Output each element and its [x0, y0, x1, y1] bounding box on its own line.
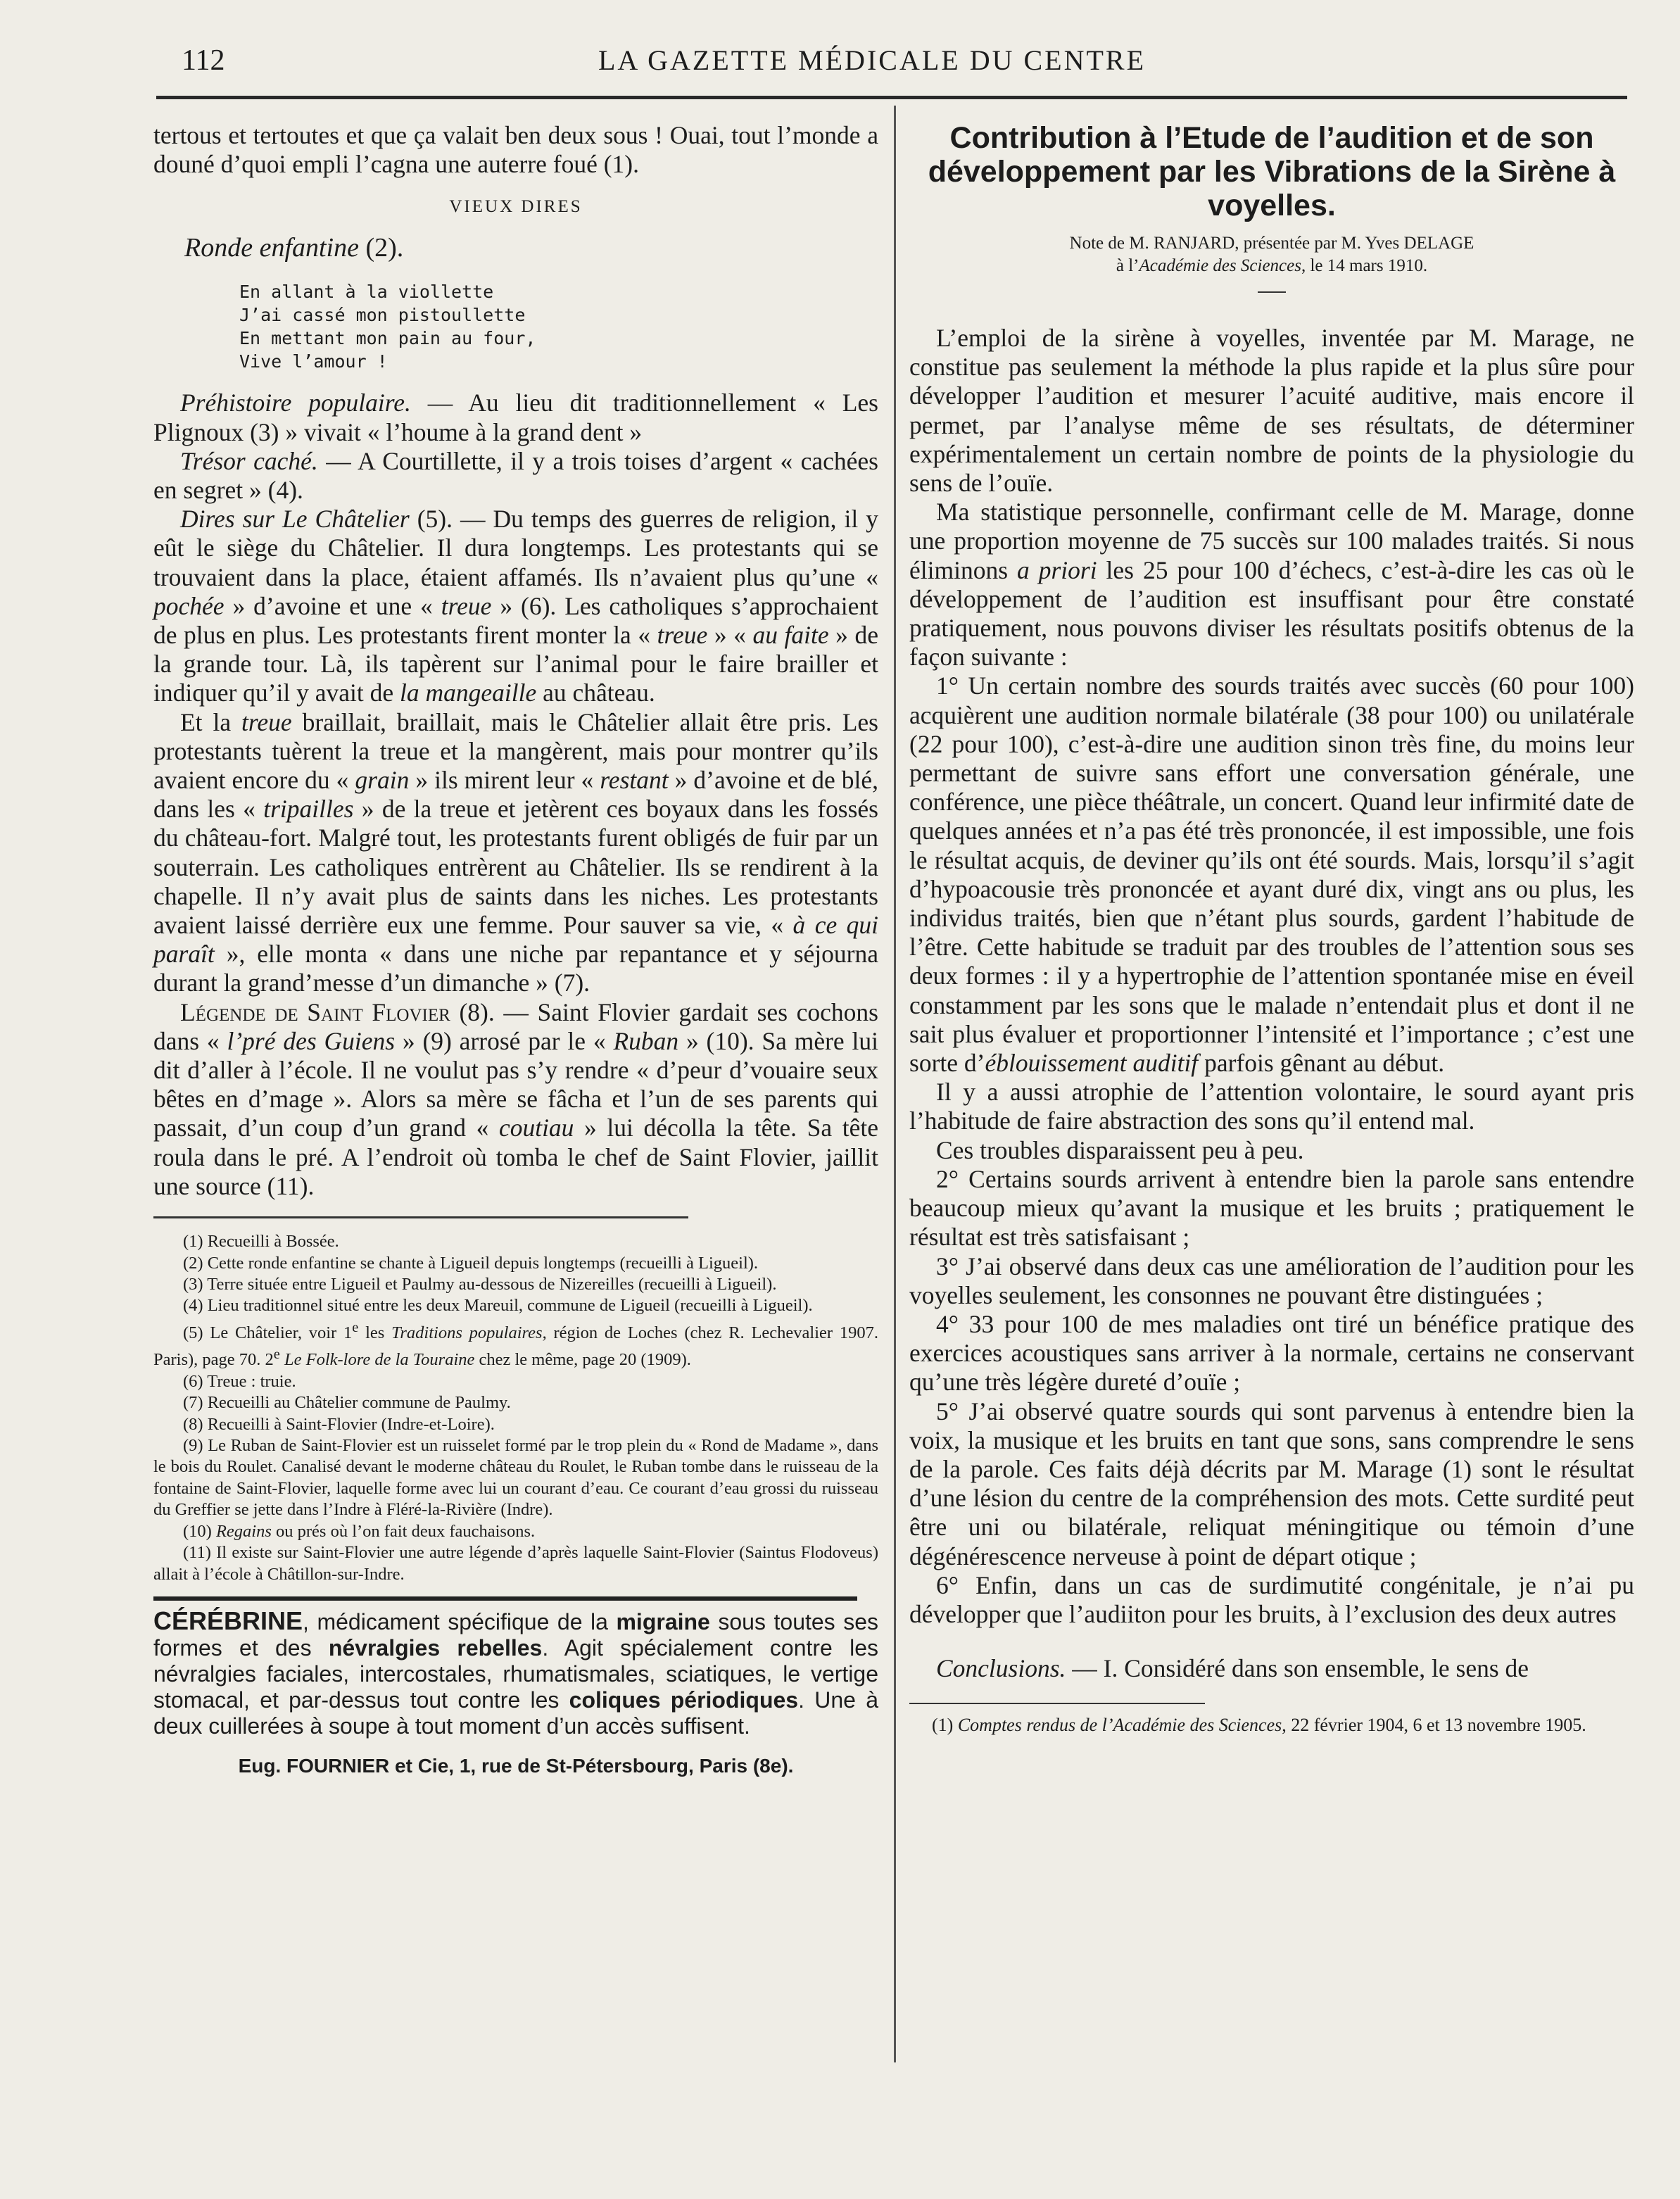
footnote-text: (7) Recueilli au Châtelier commune de Paulmy.: [183, 1393, 511, 1413]
text-run: Comptes rendus de l’Académie des Sciences: [957, 1715, 1282, 1736]
prehistoire-paragraph: [153, 389, 878, 446]
section-heading: VIEUX DIRES: [449, 197, 583, 217]
text-run: (5) Le Châtelier, voir 1: [183, 1323, 353, 1342]
text-run: — I. Considéré dans son ensemble, le sens de: [1066, 1654, 1529, 1683]
footnote-rule: [153, 1216, 688, 1218]
text-run: Regains: [215, 1521, 272, 1541]
text-run: parfois gênant au début.: [1198, 1049, 1445, 1078]
footnote: [153, 1231, 878, 1252]
text-run: (5). — Du temps des guerres de religion, il y eût le siège du Châtelier. Il dura longtemps. Les protestants qui se trouvaient dans la place, étaient affamés. Ils n’avaient plus qu’une «: [153, 505, 879, 591]
footnote: [153, 1295, 878, 1316]
text-run: Académie des Sciences: [1139, 256, 1301, 275]
text-run: treue: [657, 621, 708, 650]
text-run: , région de Loches (chez R. Lechevalier 1907. Paris), page 70. 2: [153, 1323, 878, 1370]
text-run: restant: [600, 766, 669, 795]
text-run: Traditions populaires: [391, 1323, 543, 1342]
conclusions-paragraph: [909, 1654, 1634, 1683]
legende-lead: Légende de Saint Flovier: [180, 997, 450, 1026]
text-run: les: [358, 1323, 392, 1342]
article-paragraph: [909, 672, 1634, 1078]
text-run: treue: [441, 591, 492, 620]
text-run: migraine: [616, 1608, 710, 1634]
text-run: éblouissement auditif: [985, 1049, 1199, 1078]
text-run: a priori: [1017, 555, 1097, 584]
text-run: » «: [707, 621, 753, 650]
footnote-text: (2) Cette ronde enfantine se chante à Ligueil depuis longtemps (recueilli à Ligueil).: [183, 1253, 759, 1273]
advert-text: [153, 1608, 878, 1739]
verse-line: J’ai cassé mon pistoullette: [239, 305, 526, 326]
text-run: » de la grande tour. Là, ils tapèrent sur l’animal pour le faire brailler et indiquer qu’il y avait de: [153, 621, 878, 707]
advert-brand: CÉRÉBRINE: [153, 1606, 303, 1635]
text-run: Et la: [180, 707, 242, 736]
article-paragraph: 4° 33 pour 100 de mes maladies ont tiré un bénéfice pratique des exercices acoustiques sans arriver à la normale, certains ne conservant qu’une très légère dureté d’ouïe ;: [909, 1309, 1634, 1397]
text-run: (1): [932, 1715, 958, 1736]
footnote: [153, 1253, 878, 1274]
text-run: (10): [183, 1521, 216, 1541]
article-paragraph: Ces troubles disparaissent peu à peu.: [936, 1135, 1304, 1164]
verse-line: En mettant mon pain au four,: [239, 328, 536, 349]
article-paragraph: Il y a aussi atrophie de l’attention volontaire, le sourd ayant pris l’habitude de faire abstraction des sons qu’il entend mal.: [909, 1078, 1634, 1135]
text-run: . Agit spécialement contre les névralgies faciales, intercostales, rhumatismales, sciatiques, le vertige stomacal, et par-dessus tout contre les: [153, 1634, 879, 1713]
text-run: (8). — Saint Flovier gardait ses cochons dans «: [153, 997, 878, 1055]
text-run: au château.: [536, 679, 655, 707]
footnote-text: (1) Recueilli à Bossée.: [183, 1232, 339, 1252]
article-paragraph: L’emploi de la sirène à voyelles, inventée par M. Marage, ne constitue pas seulement la méthode la plus rapide et la plus sûre pour développer l’audition et mesurer l’acuité auditive, mais encore il permet, par l’analyse même de ses résultats, de déterminer expérimentalement un certain nombre de points de la physiologie du sens de l’ouïe.: [909, 324, 1634, 498]
byline: Note de M. RANJARD, présentée par M. Yves DELAGE: [1069, 234, 1474, 253]
running-title: LA GAZETTE MÉDICALE DU CENTRE: [598, 44, 1147, 76]
verse-line: En allant à la viollette: [239, 282, 494, 303]
text-run: , 22 février 1904, 6 et 13 novembre 1905.: [1282, 1715, 1586, 1736]
ronde-title: Ronde enfantine: [184, 233, 359, 263]
footnote-text: (9) Le Ruban de Saint-Flovier est un ruisselet formé par le trop plein du « Rond de Madame », dans le bois du Roulet. Canalisé devant le moderne château du Roulet, le Ruban tombe dans le ruisseau de la fontaine de Saint-Flovier, laquelle forme avec lui un courant d’eau. Ce courant d’eau grossi du ruisseau du Greffier se jette dans l’Indre à Fléré-la-Rivière (Indre).: [153, 1436, 878, 1520]
text-run: sous toutes ses formes et des: [153, 1608, 878, 1661]
verse-block: [239, 280, 878, 373]
advert-rule: [153, 1596, 857, 1601]
text-run: l’pré des Guiens: [227, 1026, 396, 1055]
footnote-text: (6) Treue : truie.: [183, 1371, 296, 1391]
text-run: névralgies rebelles: [328, 1634, 543, 1661]
advert: [153, 1608, 878, 1777]
text-run: ou prés où l’on fait deux fauchaisons.: [271, 1521, 536, 1541]
text-run: treue: [241, 707, 292, 736]
text-run: . Une à deux cuillerées à soupe à tout moment d’un accès suffisent.: [153, 1687, 879, 1739]
title-dash: [1258, 291, 1286, 293]
text-run: » d’avoine et une «: [224, 591, 441, 620]
article-paragraph: 6° Enfin, dans un cas de surdimutité congénitale, je n’ai pu développer que l’audiiton pour les bruits, à l’exclusion des deux autres: [909, 1570, 1634, 1628]
dires-lead: Dires sur Le Châtelier: [180, 505, 410, 534]
prehistoire-text: — Au lieu dit traditionnellement « Les Plignoux (3) » vivait « l’houme à la grand dent »: [153, 389, 878, 446]
footnote-text: (4) Lieu traditionnel situé entre les deux Mareuil, commune de Ligueil (recueilli à Ligueil).: [183, 1296, 813, 1316]
text-run: au faite: [752, 621, 829, 650]
text-run: , médicament spécifique de la: [303, 1608, 617, 1634]
text-run: grain: [355, 766, 410, 795]
tresor-text: — A Courtillette, il y a trois toises d’argent « cachées en segret » (4).: [153, 446, 878, 505]
footnote: [153, 1435, 878, 1521]
footnote: [153, 1274, 878, 1295]
text-run: », elle monta « dans une niche par repantance et y séjourna durant la grand’messe d’un dimanche » (7).: [153, 940, 878, 997]
text-run: » (9) arrosé par le «: [395, 1026, 614, 1055]
footnote-text: (8) Recueilli à Saint-Flovier (Indre-et-Loire).: [183, 1414, 495, 1434]
prehistoire-lead: Préhistoire populaire.: [180, 389, 411, 417]
text-run: à l’: [1116, 256, 1139, 275]
verse-line: Vive l’amour !: [239, 351, 388, 372]
text-run: les 25 pour 100 d’échecs, c’est-à-dire les cas où le développement de l’audition est insuffisant pour être constaté pratiquement, nous pouvons diviser les résultats positifs obtenus de la façon suivante :: [909, 555, 1634, 672]
footnote-5: [153, 1317, 878, 1371]
text-run: coliques périodiques: [569, 1687, 799, 1713]
tresor-paragraph: [153, 447, 878, 505]
right-column: [909, 121, 1634, 1737]
text-run: tripailles: [263, 795, 354, 824]
article-paragraph: 2° Certains sourds arrivent à entendre bien la parole sans entendre beaucoup mieux qu’avant la musique et les bruits ; pratiquement le résultat est très satisfaisant ;: [909, 1164, 1634, 1252]
footnote-rule: [909, 1703, 1205, 1704]
column-divider: [894, 106, 896, 2062]
text-run: coutiau: [498, 1114, 574, 1142]
footnote: [153, 1392, 878, 1413]
footnote: [153, 1542, 878, 1585]
text-run: Ruban: [613, 1026, 679, 1055]
text-run: » lui décolla la tête. Sa tête roula dans le pré. A l’endroit où tomba le chef de Saint Flovier, jaillit une source (11).: [153, 1114, 878, 1200]
text-run: à ce qui paraît: [153, 911, 878, 969]
footnote-10: [153, 1521, 878, 1542]
text-run: » de la treue et jetèrent ces boyaux dans les fossés du château-fort. Malgré tout, les protestants furent obligés de fuir par un souterrain. Les catholiques entrèrent au Châtelier. Ils se rendirent à la chapelle. Il n’y avait plus de saints dans les niches. Les protestants avaient laissé derrière eux une femme. Pour sauver sa vie, «: [153, 795, 878, 940]
dires-paragraph-2: [153, 708, 878, 998]
ronde-heading: [184, 232, 878, 263]
text-run: » ils mirent leur «: [409, 766, 600, 795]
text-run: » d’avoine et de blé, dans les «: [153, 766, 878, 824]
byline-date: [909, 255, 1634, 277]
tresor-lead: Trésor caché.: [180, 446, 318, 475]
text-run: e: [352, 1319, 359, 1335]
text-run: , le 14 mars 1910.: [1301, 256, 1428, 275]
text-run: Ma statistique personnelle, confirmant celle de M. Marage, donne une proportion moyenne de 75 succès sur 100 malades traités. Si nous éliminons: [909, 498, 1634, 584]
footnote: [153, 1414, 878, 1435]
intro-paragraph: tertous et tertoutes et que ça valait ben deux sous ! Ouai, tout l’monde a douné d’quoi empli l’cagna une auterre foué (1).: [153, 121, 878, 179]
text-run: braillait, braillait, mais le Châtelier allait être pris. Les protestants tuèrent la treue et la mangèrent, mais pour montrer qu’ils avaient encore du «: [153, 707, 878, 795]
text-run: » (6). Les catholiques s’approchaient de plus en plus. Les protestants firent monter la «: [153, 591, 878, 650]
footnote: [909, 1714, 1634, 1737]
legende-paragraph: [153, 998, 878, 1201]
text-run: pochée: [153, 591, 225, 620]
header-rule: [156, 96, 1627, 99]
article-paragraph: [909, 498, 1634, 672]
article-paragraph: 3° J’ai observé dans deux cas une amélioration de l’audition pour les voyelles seulement, les consonnes ne pouvant être distinguées ;: [909, 1252, 1634, 1309]
dires-paragraph-1: [153, 505, 878, 707]
conclusions-lead: Conclusions.: [936, 1654, 1066, 1683]
ronde-ref: (2).: [358, 233, 404, 263]
advert-address: Eug. FOURNIER et Cie, 1, rue de St-Pétersbourg, Paris (8e).: [238, 1754, 794, 1777]
text-run: 1° Un certain nombre des sourds traités avec succès (60 pour 100) acquièrent une audition normale bilatérale (38 pour 100) ou unilatérale (22 pour 100), c’est-à-dire une audition sinon très fine, du moins leur permettant de suivre sans effort une conversation générale, une conférence, une pièce théâtrale, un concert. Quand leur infirmité date de quelques années et n’a pas été très prononcée, il est impossible, une fois le résultat acquis, de deviner qu’ils ont été sourds. Mais, lorsqu’il s’agit d’hypoacousie très prononcée et ayant duré dix, vingt ans ou plus, les individus traités, bien que n’étant plus sourds, gardent l’habitude de l’être. Cette habitude se traduit par des troubles de l’attention sous ses deux formes : il y a hypertrophie de l’attention spontanée mise en éveil constamment par les sons que le malade n’entendait plus et dont il ne sait plus évaluer et proportionner l’intensité et l’importance ; c’est une sorte d’: [909, 672, 1634, 1078]
footnotes: [153, 1231, 878, 1585]
text-run: chez le même, page 20 (1909).: [474, 1350, 691, 1370]
text-run: la mangeaille: [399, 679, 537, 707]
page-number: 112: [182, 44, 225, 77]
text-run: Le Folk-lore de la Touraine: [284, 1350, 475, 1370]
footnote-text: (3) Terre située entre Ligueil et Paulmy au-dessous de Nizereilles (recueilli à Ligueil).: [183, 1274, 777, 1294]
article-title: Contribution à l’Etude de l’audition et de son développement par les Vibrations de la Sirène à voyelles.: [928, 121, 1616, 222]
left-column: [153, 121, 878, 1777]
text-run: e: [273, 1347, 280, 1363]
article-paragraph: 5° J’ai observé quatre sourds qui sont parvenus à entendre bien la voix, la musique et les bruits en tant que sons, sans comprendre le sens de la parole. Ces faits déjà décrits par M. Marage (1) sont le résultat d’une lésion du centre de la compréhension des mots. Cette surdité peut être uni ou bilatérale, reliquat méningitique ou témoin d’une dégénérescence nerveuse à point de départ otique ;: [909, 1397, 1634, 1570]
footnote-text: (11) Il existe sur Saint-Flovier une autre légende d’après laquelle Saint-Flovier (Saintus Flodoveus) allait à l’école à Châtillon-sur-Indre.: [153, 1543, 878, 1584]
text-run: » (10). Sa mère lui dit d’aller à l’école. Il ne voulut pas s’y rendre « d’peur d’vouaire seux bêtes en d’mage ». Alors sa mère se fâcha et l’un de ses parents qui passait, d’un coup d’un grand «: [153, 1026, 878, 1142]
footnote: [153, 1371, 878, 1392]
